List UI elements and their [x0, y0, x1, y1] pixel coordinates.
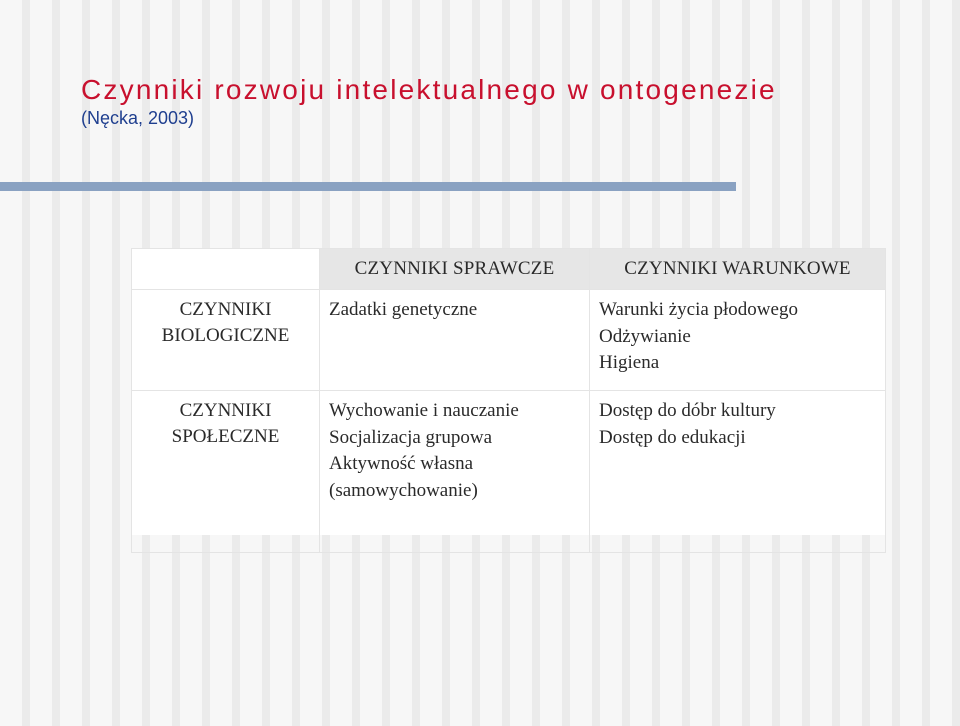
- cell-item: (samowychowanie): [329, 479, 478, 501]
- factors-table: [131, 248, 886, 553]
- title-divider: [0, 182, 736, 191]
- row-label-line: BIOLOGICZNE: [161, 325, 290, 346]
- header-corner-cell: [132, 249, 320, 290]
- row-label-line: CZYNNIKI: [179, 299, 272, 320]
- cell-spoleczne-warunkowe: [590, 391, 886, 553]
- cell-biologiczne-sprawcze: [320, 290, 590, 391]
- factors-table-container: [131, 248, 885, 535]
- header-warunkowe: CZYNNIKI WARUNKOWE: [590, 249, 886, 290]
- cell-item: Socjalizacja grupowa: [329, 426, 493, 448]
- page-title: Czynniki rozwoju intelektualnego w ontogenezie: [81, 74, 777, 105]
- cell-item: Zadatki genetyczne: [329, 299, 478, 320]
- row-label-line: SPOŁECZNE: [171, 426, 280, 447]
- table-row-spoleczne: [132, 391, 886, 553]
- cell-biologiczne-warunkowe: [590, 290, 886, 391]
- page-subtitle: (Nęcka, 2003): [81, 108, 195, 128]
- row-label-line: CZYNNIKI: [179, 400, 272, 421]
- cell-item: Odżywianie: [599, 325, 691, 347]
- row-label-spoleczne: [132, 391, 320, 553]
- table-header-row: [132, 249, 886, 290]
- cell-item: Higiena: [599, 352, 660, 373]
- table-row-biologiczne: [132, 290, 886, 391]
- cell-item: Dostęp do edukacji: [599, 426, 746, 448]
- cell-item: Warunki życia płodowego: [599, 299, 798, 320]
- cell-item: Wychowanie i nauczanie: [329, 400, 519, 421]
- cell-item: Dostęp do dóbr kultury: [599, 400, 776, 421]
- cell-spoleczne-sprawcze: [320, 391, 590, 553]
- row-label-biologiczne: [132, 290, 320, 391]
- header-sprawcze: CZYNNIKI SPRAWCZE: [320, 249, 590, 290]
- cell-item: Aktywność własna: [329, 453, 474, 474]
